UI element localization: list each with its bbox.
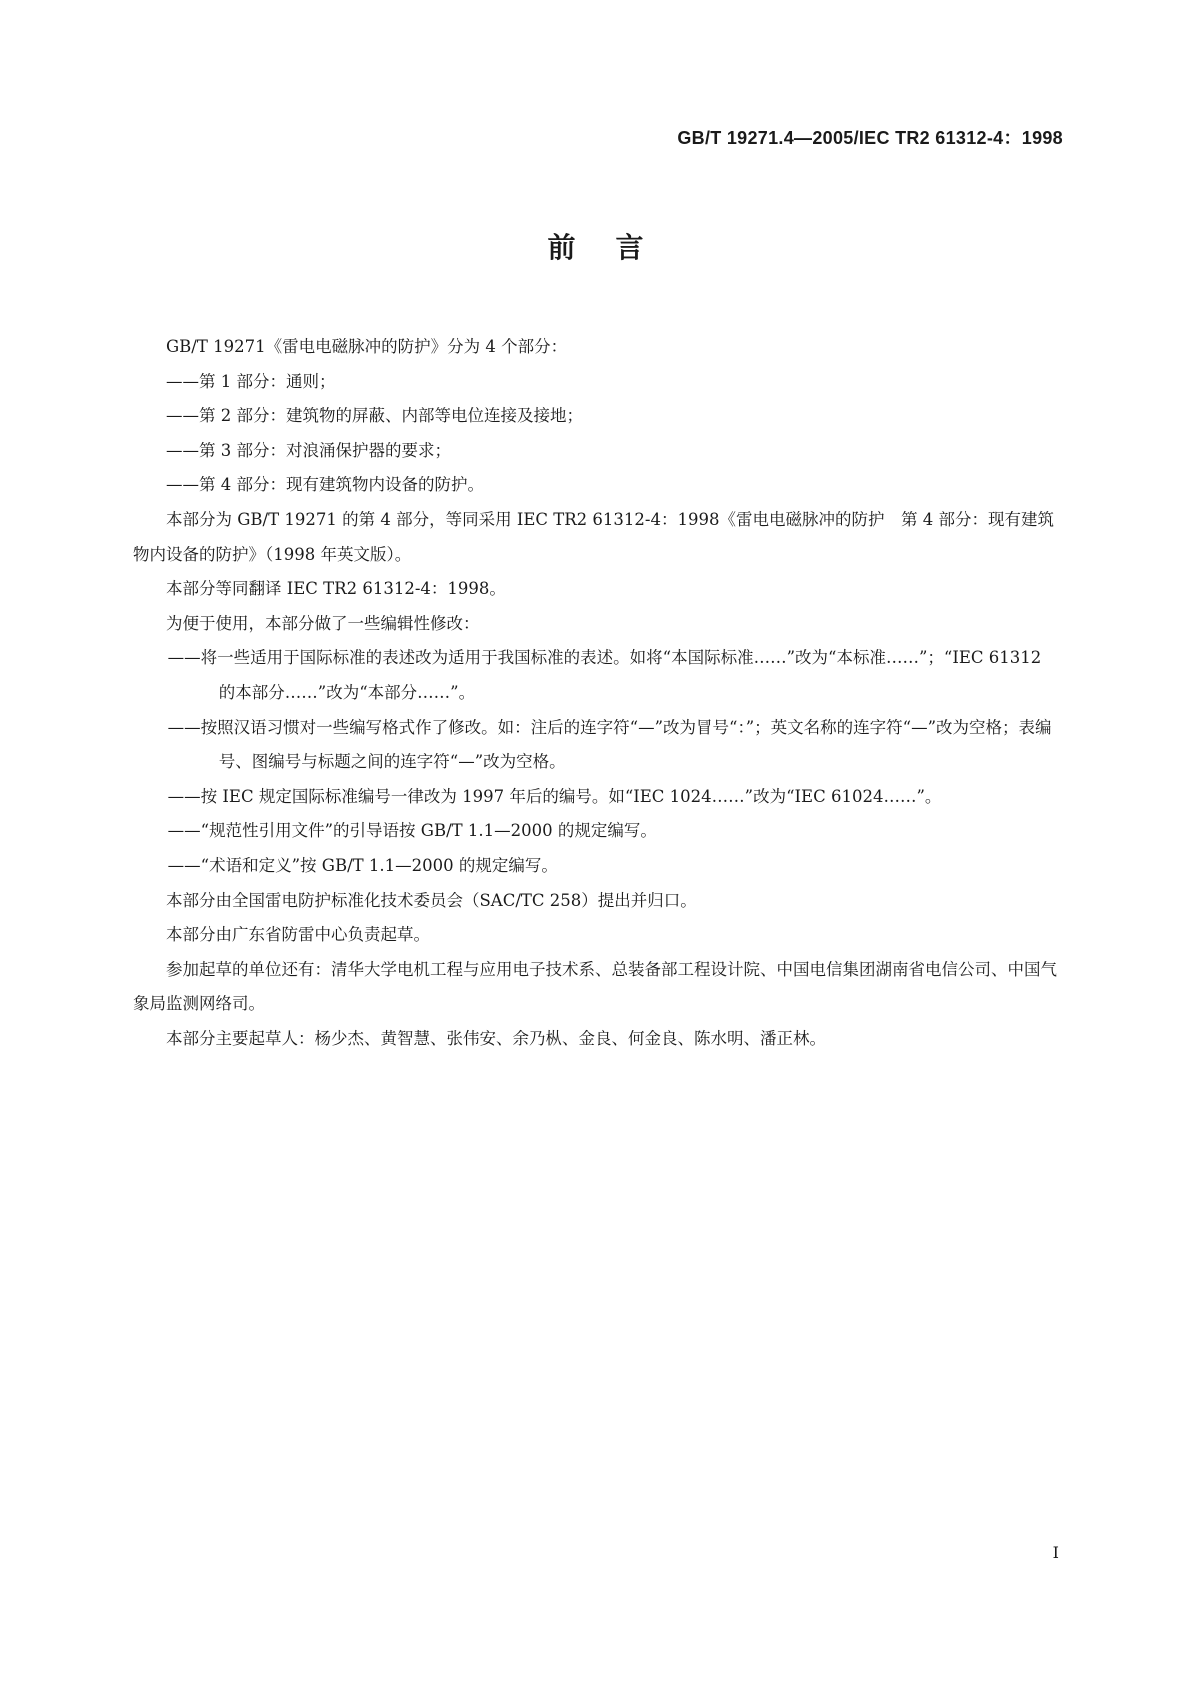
edit-item: ——按 IEC 规定国际标准编号一律改为 1997 年后的编号。如“IEC 1024……”改为“IEC 61024……”。 [167,786,942,806]
page-number: I [1052,1543,1059,1562]
edits-intro-paragraph: 为便于使用，本部分做了一些编辑性修改： [166,613,480,633]
foreword-body [133,330,1058,1056]
intro-paragraph: GB/T 19271《雷电电磁脉冲的防护》分为 4 个部分： [166,337,568,356]
adoption-paragraph: 本部分为 GB/T 19271 的第 4 部分，等同采用 IEC TR2 61312-4：1998《雷电电磁脉冲的防护 第 4 部分：现有建筑物内设备的防护》（1998 年英文版）。 [133,509,1054,564]
list-item: ——第 4 部分：现有建筑物内设备的防护。 [166,475,484,495]
committee-paragraph: 本部分由全国雷电防护标准化技术委员会（SAC/TC 258）提出并归口。 [166,890,697,910]
edit-item: ——“规范性引用文件”的引导语按 GB/T 1.1—2000 的规定编写。 [167,821,657,841]
drafters-paragraph: 本部分主要起草人：杨少杰、黄智慧、张伟安、余乃枞、金良、何金良、陈水明、潘正林。 [166,1028,826,1048]
list-item: ——第 1 部分：通则； [166,371,336,391]
standard-number-header: GB/T 19271.4—2005/IEC TR2 61312-4：1998 [677,128,1063,148]
drafter-org-paragraph: 本部分由广东省防雷中心负责起草。 [166,925,430,945]
list-item: ——第 3 部分：对浪涌保护器的要求； [166,440,451,460]
edit-item: ——“术语和定义”按 GB/T 1.1—2000 的规定编写。 [167,855,558,875]
edit-item: ——按照汉语习惯对一些编写格式作了修改。如：注后的连字符“—”改为冒号“：”；英文名称的连字符“—”改为空格；表编号、图编号与标题之间的连字符“—”改为空格。 [167,717,1052,772]
list-item: ——第 2 部分：建筑物的屏蔽、内部等电位连接及接地； [166,406,583,426]
page-title: 前言 [547,231,684,264]
translation-paragraph: 本部分等同翻译 IEC TR2 61312-4：1998。 [166,579,506,599]
participants-paragraph: 参加起草的单位还有：清华大学电机工程与应用电子技术系、总装备部工程设计院、中国电信集团湖南省电信公司、中国气象局监测网络司。 [133,959,1057,1014]
edit-item: ——将一些适用于国际标准的表述改为适用于我国标准的表述。如将“本国际标准……”改为“本标准……”；“IEC 61312 的本部分……”改为“本部分……”。 [167,648,1042,702]
